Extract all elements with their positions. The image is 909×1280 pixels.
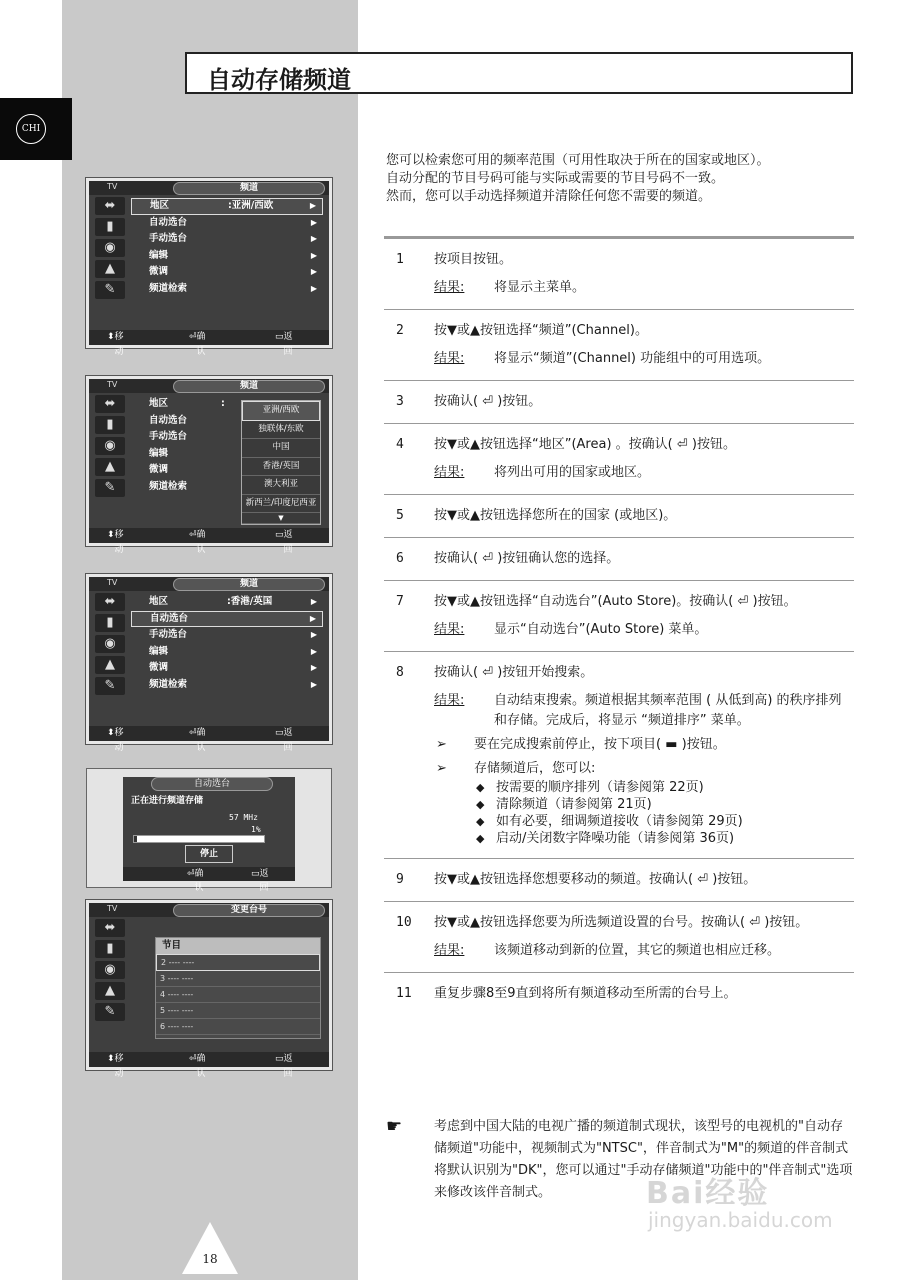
channel-icon: ◉ (95, 635, 125, 653)
chevron-down-icon[interactable]: ▼ (242, 513, 320, 524)
pointing-hand-icon: ☛ (386, 1116, 403, 1137)
title-box (185, 52, 853, 94)
tv-label: TV (107, 904, 118, 913)
sound-icon: ▮ (95, 940, 125, 958)
step-7: 7 按▼或▲按钮选择“自动选台”(Auto Store)。按确认( ⏎ )按钮。 结果: 显示“自动选台”(Auto Store) 菜单。 (384, 581, 854, 652)
tv-footer: ⏎ 确认 ▭ 返回 (123, 867, 295, 881)
grid-header: 节目 (156, 938, 320, 954)
menu-item-area[interactable]: 地区 :香港/英国 ▶ (149, 596, 317, 607)
menu-item-edit[interactable]: 编辑 ▶ (149, 249, 317, 261)
channel-icon: ◉ (95, 437, 125, 455)
menu-item-auto-store[interactable]: 自动选台 ▶ (149, 216, 317, 228)
tv-label: TV (107, 182, 118, 191)
menu-title: 频道 (173, 578, 325, 591)
dropdown-option[interactable]: 香港/英国 (242, 458, 320, 477)
list-item: ◆ 启动/关闭数字降噪功能（请参阅第 36页) (476, 830, 854, 847)
menu-item-fine-tune[interactable]: 微调 (149, 464, 169, 475)
step-3: 3 按确认( ⏎ )按钮。 (384, 381, 854, 424)
steps-list (384, 236, 854, 1015)
channel-icon: ◉ (95, 239, 125, 257)
page-number-marker (182, 1222, 238, 1274)
tv-screen-sort (86, 900, 332, 1079)
step-1: 1 按项目按钮。 结果: 将显示主菜单。 (384, 239, 854, 310)
table-row[interactable]: 2 ---- ---- (156, 954, 320, 971)
tv-footer: ⬍ 移动 ⏎ 确认 ▭ 返回 (89, 1052, 329, 1067)
note: ➢ 存储频道后，您可以: (436, 761, 596, 776)
input-icon: ✎ (95, 677, 125, 695)
step-4: 4 按▼或▲按钮选择“地区”(Area) 。按确认( ⏎ )按钮。 结果: 将列出可用的国家或地区。 (384, 424, 854, 495)
menu-item-auto-store[interactable]: 自动选台 ▶ (131, 611, 323, 628)
note: ➢ 要在完成搜索前停止，按下项目( ▬ )按钮。 (436, 737, 726, 752)
dropdown-option[interactable]: 亚洲/西欧 (242, 401, 320, 421)
list-item: ◆ 按需要的顺序排列（请参阅第 22页) (476, 779, 854, 796)
tv-screen-area-dropdown (86, 376, 332, 555)
menu-title: 频道 (173, 182, 325, 195)
picture-icon: ⬌ (95, 593, 125, 611)
menu-item-manual-store[interactable]: 手动选台 ▶ (149, 233, 317, 244)
progress-bar (133, 835, 265, 843)
menu-icons (92, 197, 128, 302)
picture-icon: ⬌ (95, 197, 125, 215)
step-5: 5 按▼或▲按钮选择您所在的国家 (或地区)。 (384, 495, 854, 538)
step-8: 8 按确认( ⏎ )按钮开始搜索。 结果: 自动结束搜索。频道根据其频率范围 ( 从低到高) 的秩序排列和存储。完成后，将显示 “频道排序” 菜单。 ➢ 要在完成搜索前停止，按下项目( ▬ )按钮。 ➢ 存储频道后，您可以: ◆ 按需要的顺序排列（请参阅第 22页) ◆ 清除频道（请参阅第 21页) ◆ 如有必要，细调频道接收（请参阅第 29页) ◆ 启动/关闭数字降噪功能（请参阅第 36页) (384, 652, 854, 859)
menu-item-fine-tune[interactable]: 微调 ▶ (149, 662, 317, 673)
dropdown-option[interactable]: 中国 (242, 439, 320, 458)
frequency-readout: 57 MHz (229, 813, 258, 822)
auto-store-status: 正在进行频道存储 (131, 796, 204, 806)
language-label: CHI (16, 114, 46, 144)
tv-screen-auto-store-selected (86, 574, 332, 753)
watermark: Bai经验 (646, 1176, 770, 1211)
bullet-list (476, 779, 854, 847)
program-grid (155, 937, 321, 1039)
intro-line: 自动分配的节目号码可能与实际或需要的节目号码不一致。 (386, 171, 725, 186)
auto-store-title: 自动选台 (151, 777, 273, 791)
setup-icon: ▲ (95, 656, 125, 674)
dropdown-option[interactable]: 独联体/东欧 (242, 421, 320, 440)
step-6: 6 按确认( ⏎ )按钮确认您的选择。 (384, 538, 854, 581)
progress-percent: 1% (251, 825, 261, 834)
tv-footer: ⬍ 移动 ⏎ 确认 ▭ 返回 (89, 726, 329, 741)
setup-icon: ▲ (95, 260, 125, 278)
input-icon: ✎ (95, 1003, 125, 1021)
watermark-url: jingyan.baidu.com (648, 1208, 833, 1232)
intro-line: 然而，您可以手动选择频道并清除任何您不需要的频道。 (386, 189, 712, 204)
step-9: 9 按▼或▲按钮选择您想要移动的频道。按确认( ⏎ )按钮。 (384, 859, 854, 902)
dropdown-option[interactable]: 澳大利亚 (242, 476, 320, 495)
menu-item-fine-tune[interactable]: 微调 ▶ (149, 266, 317, 277)
input-icon: ✎ (95, 479, 125, 497)
list-item: ◆ 如有必要，细调频道接收（请参阅第 29页) (476, 813, 854, 830)
tip-text: 考虑到中国大陆的电视广播的频道制式现状，该型号的电视机的"自动存储频道"功能中，视频制式为"NTSC"，伴音制式为"M"的频道的伴音制式将默认识别为"DK"，您可以通过"手动存储频道"功能中的"伴音制式"选项来修改该伴音制式。 (434, 1119, 853, 1200)
tv-label: TV (107, 578, 118, 587)
menu-item-channel-search[interactable]: 频道检索 ▶ (149, 678, 317, 690)
menu-item-edit[interactable]: 编辑 (149, 447, 169, 459)
area-dropdown[interactable] (241, 400, 321, 525)
setup-icon: ▲ (95, 458, 125, 476)
sound-icon: ▮ (95, 218, 125, 236)
menu-item-area[interactable]: 地区 : (149, 398, 225, 409)
table-row[interactable]: 5 ---- ---- (156, 1003, 320, 1019)
list-item: ◆ 清除频道（请参阅第 21页) (476, 796, 854, 813)
language-tab (0, 98, 72, 160)
menu-item-manual-store[interactable]: 手动选台 ▶ (149, 629, 317, 640)
table-row[interactable]: 4 ---- ---- (156, 987, 320, 1003)
setup-icon: ▲ (95, 982, 125, 1000)
page-number: 18 (202, 1252, 218, 1266)
input-icon: ✎ (95, 281, 125, 299)
menu-item-auto-store[interactable]: 自动选台 (149, 414, 188, 426)
stop-button[interactable]: 停止 (185, 845, 233, 863)
tv-screen-auto-store-progress (86, 768, 332, 893)
menu-title: 频道 (173, 380, 325, 393)
intro-text (386, 152, 856, 206)
menu-item-manual-store[interactable]: 手动选台 (149, 431, 188, 442)
dropdown-option[interactable]: 新西兰/印度尼西亚 (242, 495, 320, 514)
menu-title: 变更台号 (173, 904, 325, 917)
step-2: 2 按▼或▲按钮选择“频道”(Channel)。 结果: 将显示“频道”(Channel) 功能组中的可用选项。 (384, 310, 854, 381)
table-row[interactable]: 6 ---- ---- (156, 1019, 320, 1035)
channel-icon: ◉ (95, 961, 125, 979)
menu-item-edit[interactable]: 编辑 ▶ (149, 645, 317, 657)
sound-icon: ▮ (95, 614, 125, 632)
menu-item-area[interactable]: 地区 :亚洲/西欧 ▶ (131, 198, 323, 215)
tv-footer: ⬍ 移动 ⏎ 确认 ▭ 返回 (89, 528, 329, 543)
table-row[interactable]: 3 ---- ---- (156, 971, 320, 987)
tv-label: TV (107, 380, 118, 389)
step-10: 10 按▼或▲按钮选择您要为所选频道设置的台号。按确认( ⏎ )按钮。 结果: 该频道移动到新的位置，其它的频道也相应迁移。 (384, 902, 854, 973)
picture-icon: ⬌ (95, 919, 125, 937)
intro-line: 您可以检索您可用的频率范围（可用性取决于所在的国家或地区）。 (386, 153, 770, 168)
tv-screen-channel-menu (86, 178, 332, 357)
sound-icon: ▮ (95, 416, 125, 434)
menu-item-channel-search[interactable]: 频道检索 (149, 480, 188, 492)
step-11: 11 重复步骤8至9直到将所有频道移动至所需的台号上。 (396, 986, 737, 1001)
picture-icon: ⬌ (95, 395, 125, 413)
tv-footer: ⬍ 移动 ⏎ 确认 ▭ 返回 (89, 330, 329, 345)
page-title: 自动存储频道 (207, 65, 351, 94)
menu-item-channel-search[interactable]: 频道检索 ▶ (149, 282, 317, 294)
tip-note (384, 1116, 854, 1204)
